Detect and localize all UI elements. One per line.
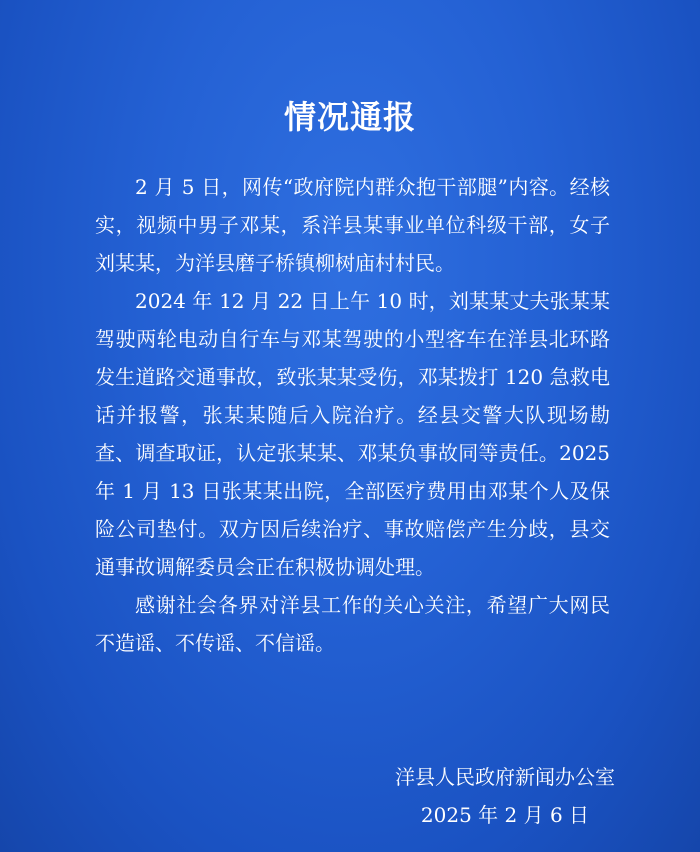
notice-title: 情况通报 [283, 98, 416, 136]
paragraph-accident-details: 2024 年 12 月 22 日上午 10 时，刘某某丈夫张某某驾驶两轮电动自行车与邓某驾驶的小型客车在洋县北环路发生道路交通事故，致张某某受伤，邓某拨打 120 急救电话并报警，张某某随后入院治疗。经县交警大队现场勘查、调查取证，认定张某某、邓某负事故同等责任。2025 年 1 月 13 日张某某出院，全部医疗费用由邓某个人及保险公司垫付。双方因后续治疗、事故赔偿产生分歧，县交通事故调解委员会正在积极协调处理。 [95, 289, 610, 579]
signature-block [395, 758, 615, 834]
issue-date: 2025 年 2 月 6 日 [420, 803, 590, 827]
issuing-office: 洋县人民政府新闻办公室 [395, 765, 615, 789]
notice-body [95, 168, 610, 662]
paragraph-appeal: 感谢社会各界对洋县工作的关心关注，希望广大网民不造谣、不传谣、不信谣。 [95, 593, 610, 655]
paragraph-online-report: 2 月 5 日，网传“政府院内群众抱干部腿”内容。经核实，视频中男子邓某，系洋县某事业单位科级干部，女子刘某某，为洋县磨子桥镇柳树庙村村民。 [95, 175, 610, 275]
